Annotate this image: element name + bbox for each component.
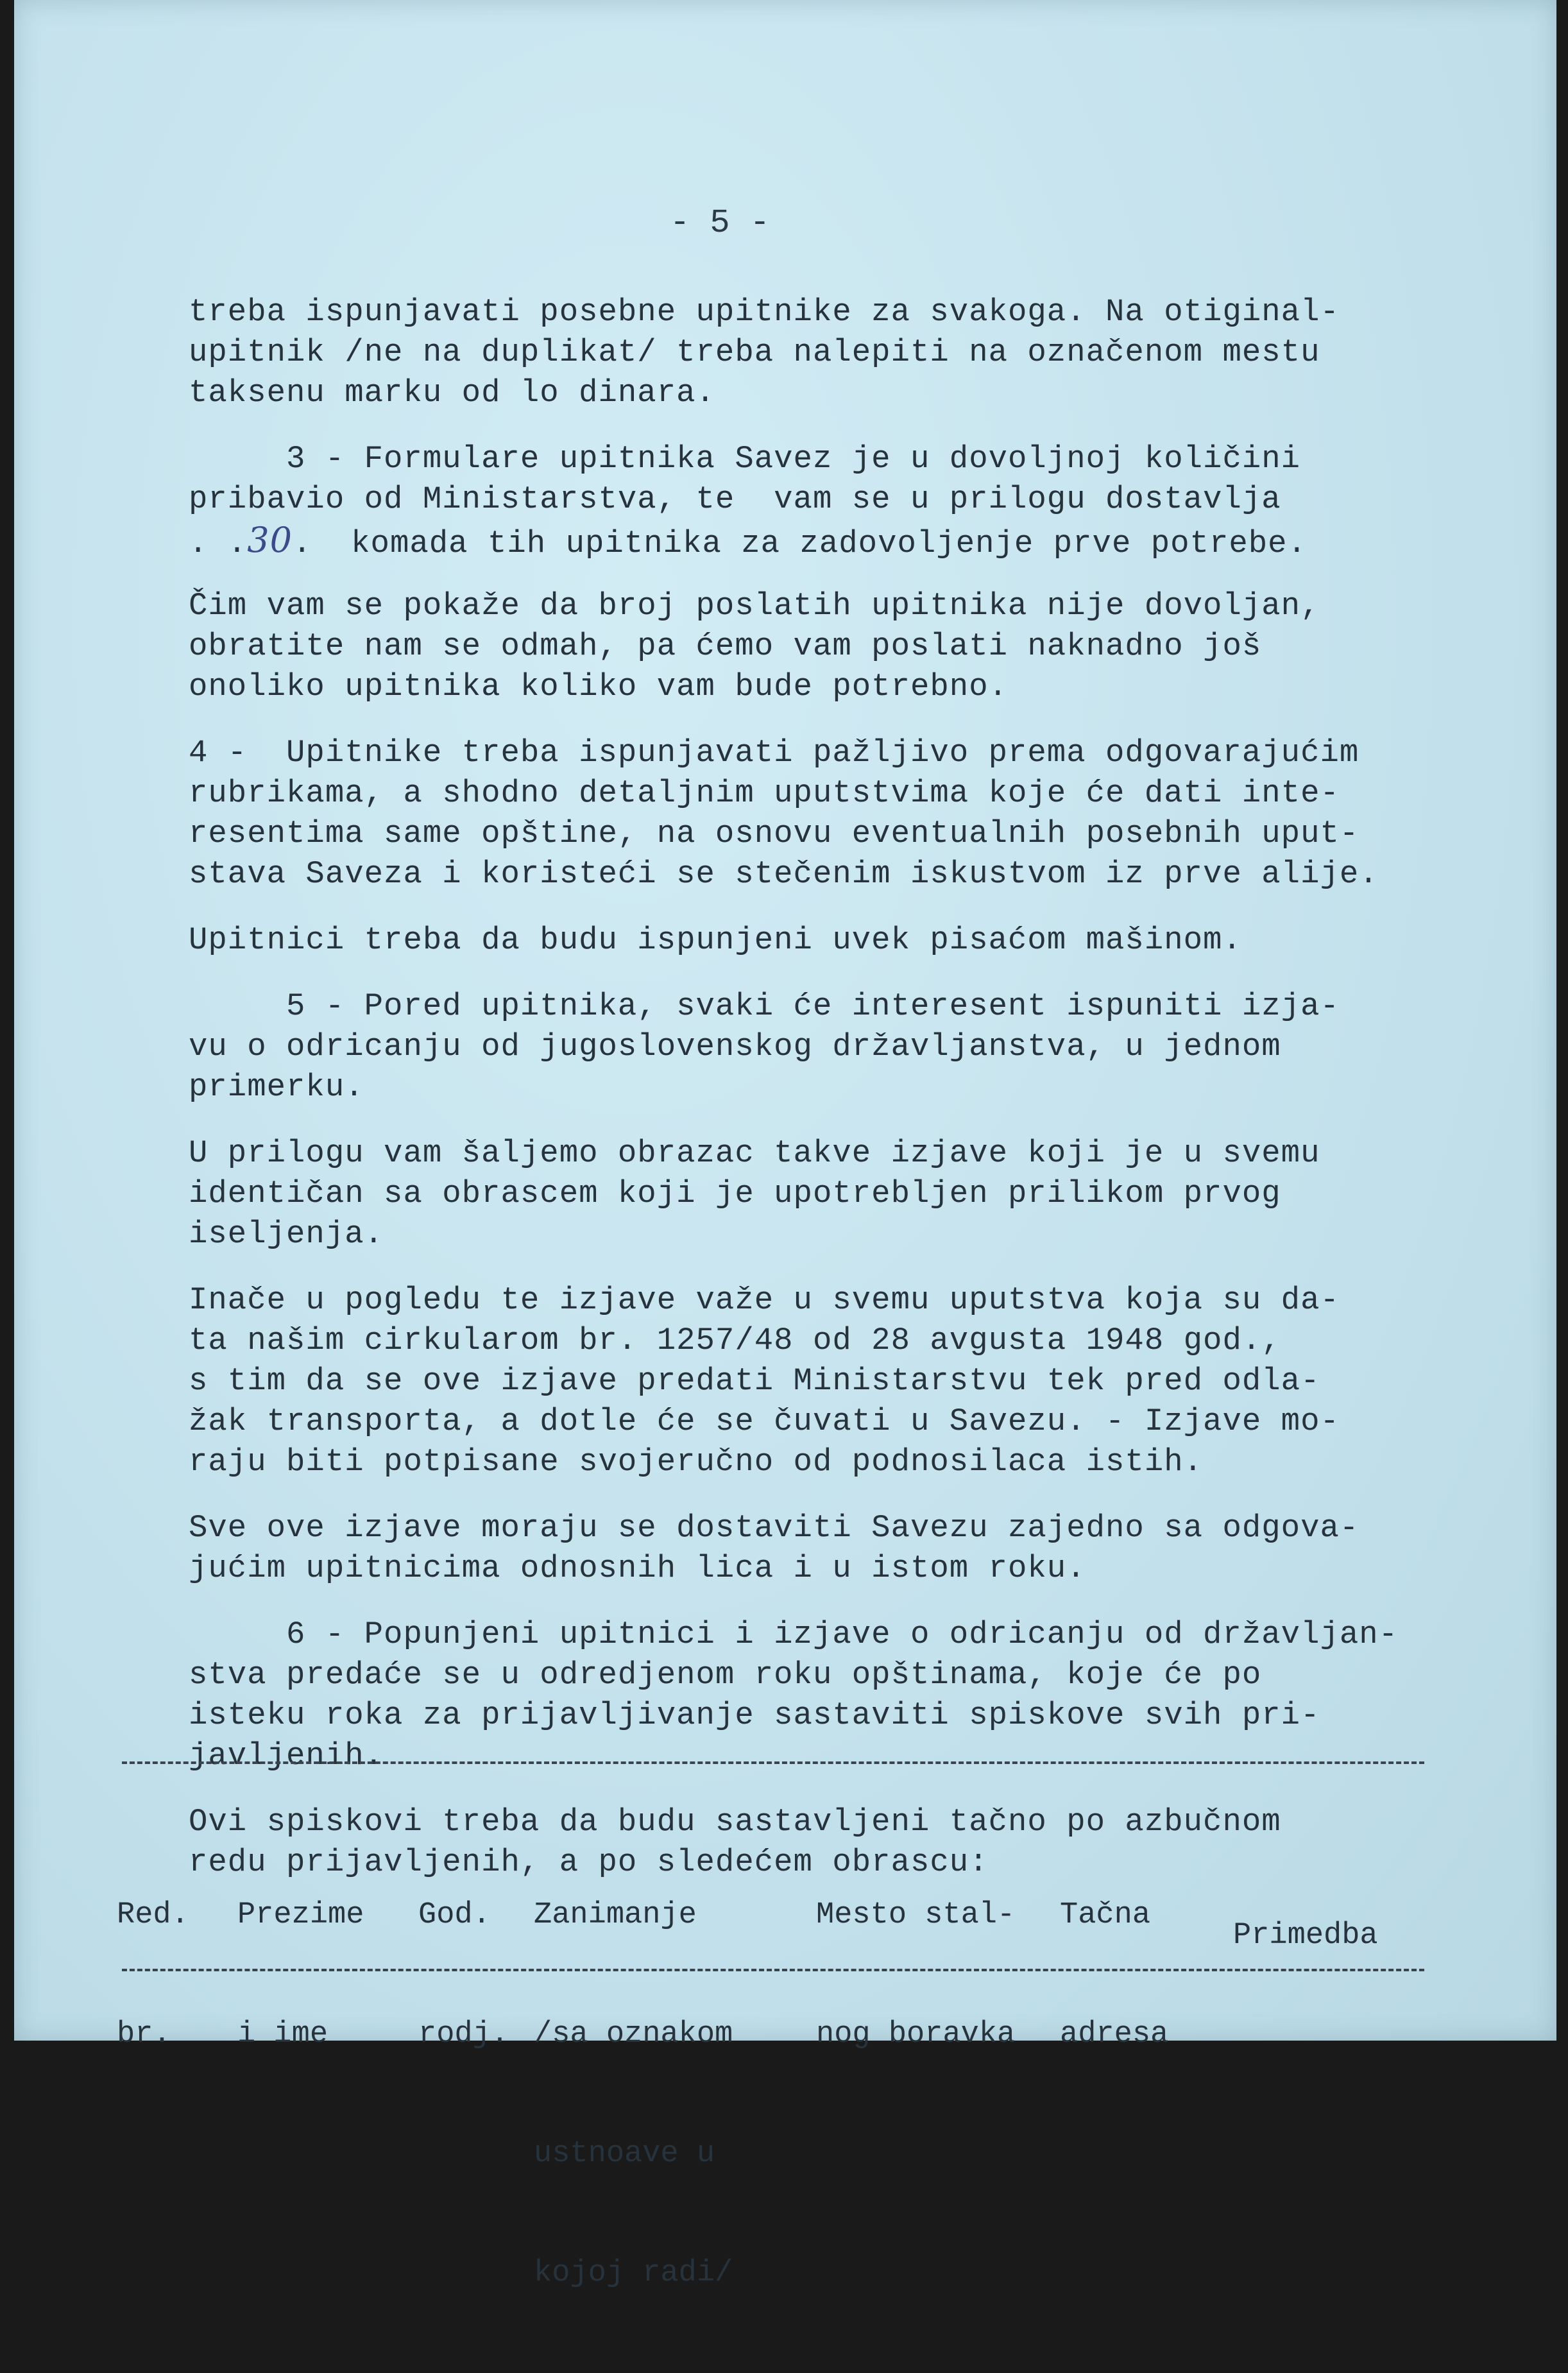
table-bottom-rule xyxy=(122,1969,1424,1971)
text-line: obratite nam se odmah, pa ćemo vam poslati naknadno još xyxy=(189,628,1262,664)
text-line: stava Saveza i koristeći se stečenim iskustvom iz prve alije. xyxy=(189,856,1379,892)
table-column-header xyxy=(418,1816,527,2134)
text-line: resentima same opštine, na osnovu eventualnih posebnih uput- xyxy=(189,816,1359,852)
header-text: br. xyxy=(117,2017,171,2052)
header-text: i ime xyxy=(237,2017,328,2052)
text-line: jućim upitnicima odnosnih lica i u istom roku. xyxy=(189,1550,1086,1586)
handwritten-number: 30 xyxy=(247,520,293,560)
header-text: Tačna xyxy=(1060,1898,1151,1932)
header-text: Red. xyxy=(117,1898,189,1932)
header-text: Mesto stal- xyxy=(816,1898,1016,1932)
text-line: Sve ove izjave moraju se dostaviti Savezu zajedno sa odgova- xyxy=(189,1510,1359,1546)
header-text: /sa oznakom xyxy=(534,2017,733,2052)
paragraph xyxy=(189,439,1408,560)
text-line: žak transporta, a dotle će se čuvati u Savezu. - Izjave mo- xyxy=(189,1403,1340,1439)
text-line: identičan sa obrascem koji je upotrebljen prilikom prvog xyxy=(189,1176,1281,1212)
paragraph xyxy=(189,1133,1408,1255)
document-page xyxy=(14,0,1556,2290)
paragraph xyxy=(189,292,1408,413)
text-line: 6 - Popunjeni upitnici i izjave o odricanju od državljan- xyxy=(189,1616,1399,1652)
text-line: redu prijavljenih, a po sledećem obrascu: xyxy=(189,1844,989,1880)
table-header xyxy=(117,1816,1438,2290)
table-column-header xyxy=(534,1816,733,2373)
text-line: 3 - Formulare upitnika Savez je u dovoljnoj količini xyxy=(189,441,1301,477)
table-column-header xyxy=(117,1816,225,2134)
header-text: Zanimanje xyxy=(534,1898,697,1932)
text-line: s tim da se ove izjave predati Ministarstvu tek pred odla- xyxy=(189,1363,1320,1399)
header-text: adresa xyxy=(1060,2017,1169,2052)
text-line: Ovi spiskovi treba da budu sastavljeni tačno po azbučnom xyxy=(189,1804,1281,1840)
text-line: onoliko upitnika koliko vam bude potrebno. xyxy=(189,669,1009,705)
header-text: nog boravka xyxy=(816,2017,1016,2052)
text-line: isteku roka za prijavljivanje sastaviti spiskove svih pri- xyxy=(189,1697,1320,1733)
text-line: Čim vam se pokaže da broj poslatih upitnika nije dovoljan, xyxy=(189,588,1320,624)
header-text: Prezime xyxy=(237,1898,364,1932)
header-text: rodj. xyxy=(418,2017,509,2052)
text-line: taksenu marku od lo dinara. xyxy=(189,375,715,411)
text-line: raju biti potpisane svojeručno od podnosilaca istih. xyxy=(189,1444,1204,1480)
paragraph xyxy=(189,586,1408,707)
text-line: rubrikama, a shodno detaljnim uputstvima koje će dati inte- xyxy=(189,775,1340,811)
document-body xyxy=(189,292,1408,1883)
paragraph xyxy=(189,1280,1408,1482)
table-top-rule xyxy=(122,1761,1424,1764)
text-line: primerku. xyxy=(189,1069,364,1105)
table-column-header xyxy=(1233,1837,1378,2035)
paragraph xyxy=(189,733,1408,895)
header-text: ustnoave u xyxy=(534,2137,715,2171)
paragraph xyxy=(189,1615,1408,1776)
text-line: 4 - Upitnike treba ispunjavati pažljivo prema odgovarajućim xyxy=(189,735,1359,771)
text-fragment: . . xyxy=(189,526,248,561)
table-column-header xyxy=(237,1816,364,2134)
text-fragment: . komada tih upitnika za zadovoljenje prve potrebe. xyxy=(292,526,1307,561)
text-line: iseljenja. xyxy=(189,1216,384,1252)
table-column-header xyxy=(1060,1816,1168,2134)
text-line: stva predaće se u odredjenom roku opštinama, koje će po xyxy=(189,1657,1262,1693)
text-line: vu o odricanju od jugoslovenskog državljanstva, u jednom xyxy=(189,1029,1281,1065)
text-line: U prilogu vam šaljemo obrazac takve izjave koji je u svemu xyxy=(189,1135,1320,1171)
text-line-with-handwriting xyxy=(189,520,1408,560)
page-number: - 5 - xyxy=(669,204,771,242)
text-line: 5 - Pored upitnika, svaki će interesent ispuniti izja- xyxy=(189,988,1340,1024)
text-line: ta našim cirkularom br. 1257/48 od 28 avgusta 1948 god., xyxy=(189,1323,1281,1358)
paragraph xyxy=(189,920,1408,961)
text-line: javljenih. xyxy=(189,1738,384,1774)
text-line: Inače u pogledu te izjave važe u svemu uputstva koja su da- xyxy=(189,1282,1340,1318)
text-line: pribavio od Ministarstva, te vam se u prilogu dostavlja xyxy=(189,481,1281,517)
paragraph xyxy=(189,986,1408,1108)
header-text: Primedba xyxy=(1233,1919,1378,1953)
paragraph xyxy=(189,1508,1408,1589)
text-line: upitnik /ne na duplikat/ treba nalepiti na označenom mestu xyxy=(189,334,1320,370)
header-text: kojoj radi/ xyxy=(534,2256,733,2290)
text-line: treba ispunjavati posebne upitnike za svakoga. Na otiginal- xyxy=(189,294,1340,330)
header-text: God. xyxy=(418,1898,491,1932)
text-line: Upitnici treba da budu ispunjeni uvek pisaćom mašinom. xyxy=(189,922,1242,958)
table-column-header xyxy=(816,1816,1015,2134)
